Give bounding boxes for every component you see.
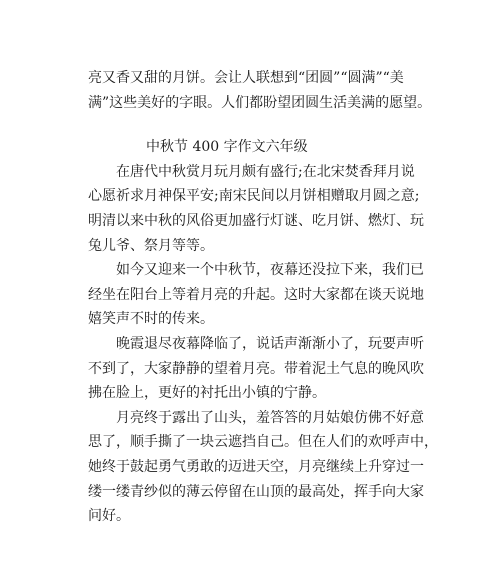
paragraph-2 <box>88 258 434 332</box>
paragraph-line: 经坐在阳台上等着月亮的升起。这时大家都在谈天说地 <box>88 286 424 303</box>
paragraph-line: 拂在脸上，更好的衬托出小镇的宁静。 <box>88 385 326 402</box>
paragraph-line: 缕一缕青纱似的薄云停留在山顶的最高处，挥手向大家 <box>88 483 424 500</box>
paragraph-1 <box>88 160 434 258</box>
paragraph-line: 明清以来中秋的风俗更加盛行灯谜、吃月饼、燃灯、玩 <box>88 212 424 229</box>
paragraph-4 <box>88 406 438 529</box>
paragraph-line: 问好。 <box>88 508 130 525</box>
paragraph-3 <box>88 332 434 406</box>
paragraph-line: 在唐代中秋赏月玩月颇有盛行;在北宋焚香拜月说 <box>116 163 415 180</box>
paragraph-line: 晚霞退尽夜幕降临了，说话声渐渐小了，玩要声听 <box>116 335 424 352</box>
paragraph-line: 她终于鼓起勇气勇敢的迈进天空，月亮继续上升穿过一 <box>88 458 424 475</box>
intro-line-2: 满”这些美好的字眼。人们都盼望团圆生活美满的愿望。 <box>88 94 432 111</box>
paragraph-line: 嬉笑声不时的传来。 <box>88 311 214 328</box>
paragraph-line: 兔儿爷、祭月等等。 <box>88 237 214 254</box>
paragraph-line: 月亮终于露出了山头，羞答答的月姑娘仿佛不好意 <box>116 409 424 426</box>
paragraph-line: 如今又迎来一个中秋节，夜幕还没拉下来，我们已 <box>116 262 424 279</box>
essay-title: 中秋节 400 字作文六年级 <box>146 139 308 156</box>
section-gap <box>88 115 434 135</box>
paragraph-line: 思了，顺手撕了一块云遮挡自己。但在人们的欢呼声中， <box>88 434 438 451</box>
paragraph-line: 心愿祈求月神保平安;南宋民间以月饼相赠取月圆之意; <box>88 188 420 205</box>
paragraph-line: 不到了，大家静静的望着月亮。带着泥土气息的晚风吹 <box>88 360 424 377</box>
intro-line-1: 亮又香又甜的月饼。会让人联想到“团圆”“圆满”“美 <box>88 70 404 86</box>
